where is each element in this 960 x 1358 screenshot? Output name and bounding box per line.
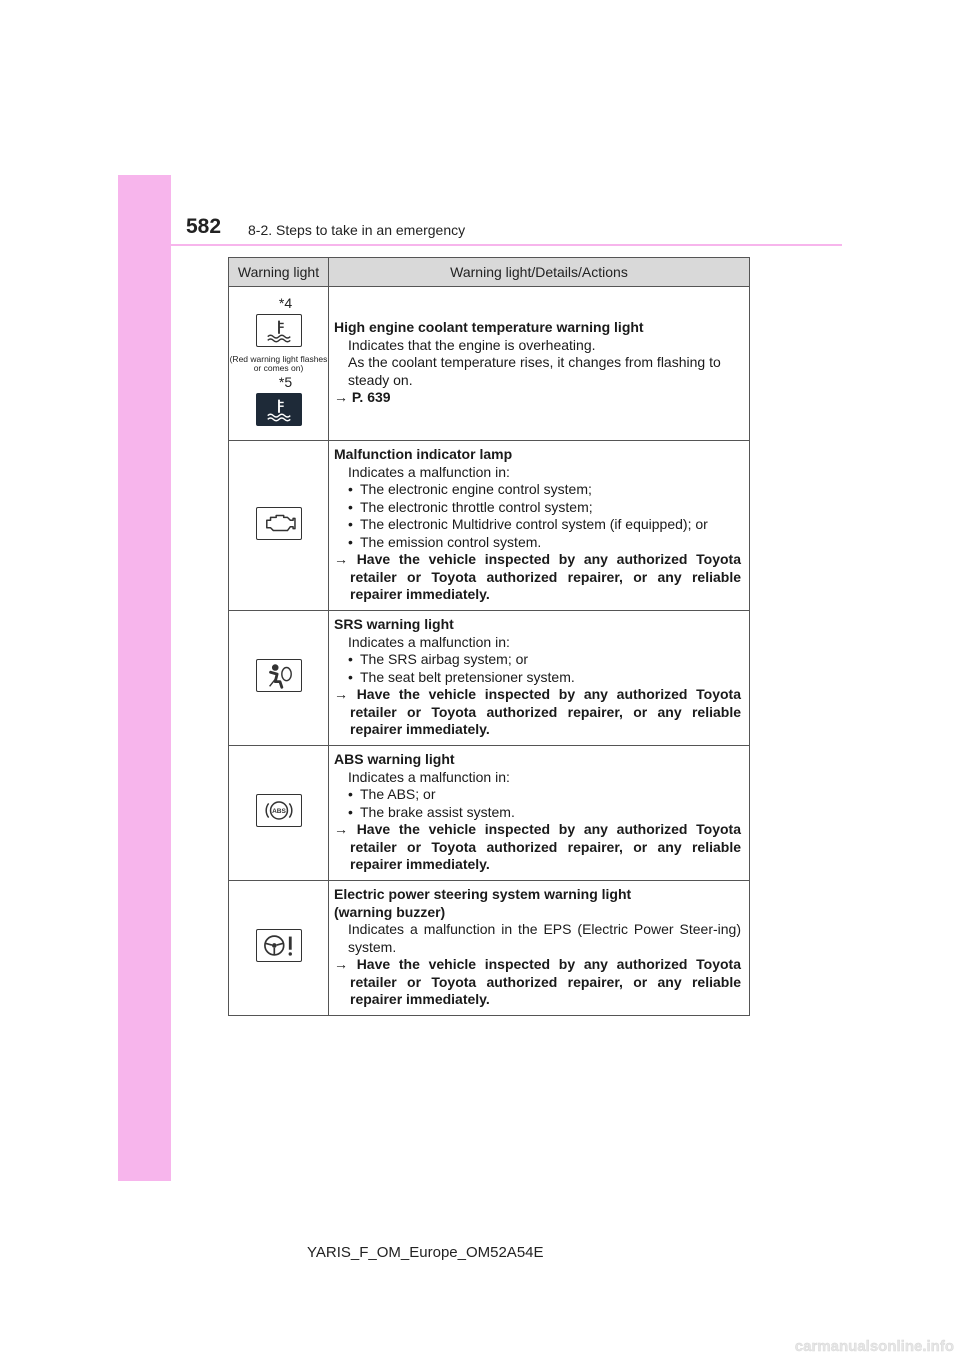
check-engine-icon (256, 507, 302, 540)
coolant-temperature-icon (256, 314, 302, 347)
bullet-item: • The brake assist system. (334, 804, 741, 822)
note-marker: *4 (278, 295, 293, 311)
bullet-item: • The SRS airbag system; or (334, 651, 741, 669)
column-header-warning-light: Warning light (229, 258, 329, 287)
bullet-item: • The electronic throttle control system; (334, 499, 741, 517)
warning-title: Malfunction indicator lamp (334, 446, 513, 463)
side-color-bar (118, 175, 171, 1181)
description-line: Indicates that the engine is overheating. (348, 336, 596, 353)
table-row (229, 287, 750, 441)
warning-title-continued: (warning buzzer) (334, 903, 446, 920)
steering-warning-icon (256, 929, 302, 962)
icon-cell (229, 746, 329, 881)
document-id: YARIS_F_OM_Europe_OM52A54E (307, 1244, 544, 1261)
watermark-logo (746, 1337, 956, 1355)
action-text: → Have the vehicle inspected by any authorized Toyota retailer or Toyota authorized repairer, or any reliable repairer immediately. (334, 686, 741, 738)
icon-cell (229, 881, 329, 1016)
coolant-temperature-icon (256, 393, 302, 426)
description-cell (329, 287, 750, 441)
warning-title: ABS warning light (334, 751, 455, 768)
bullet-item: • The electronic engine control system; (334, 481, 741, 499)
note-marker: *5 (278, 374, 293, 390)
icon-caption: (Red warning light flashes or comes on) (229, 354, 328, 373)
description-cell (329, 746, 750, 881)
table-row (229, 881, 750, 1016)
bullet-item: • The electronic Multidrive control system (if equipped); or (334, 516, 741, 534)
icon-cell (229, 287, 329, 441)
table-row (229, 746, 750, 881)
page-reference: → P. 639 (334, 389, 391, 406)
description-line: Indicates a malfunction in: (348, 633, 510, 650)
warning-title: High engine coolant temperature warning light (334, 319, 644, 336)
table-row (229, 611, 750, 746)
header-rule (118, 244, 842, 246)
abs-icon (256, 794, 302, 827)
action-text: → Have the vehicle inspected by any authorized Toyota retailer or Toyota authorized repairer, or any reliable repairer immediately. (334, 551, 741, 603)
description-line: Indicates a malfunction in: (348, 768, 510, 785)
page-number: 582 (186, 215, 222, 238)
action-text: → Have the vehicle inspected by any authorized Toyota retailer or Toyota authorized repairer, or any reliable repairer immediately. (334, 956, 741, 1008)
bullet-item: • The emission control system. (334, 534, 741, 552)
action-text: → Have the vehicle inspected by any authorized Toyota retailer or Toyota authorized repairer, or any reliable repairer immediately. (334, 821, 741, 873)
section-title: 8-2. Steps to take in an emergency (248, 222, 466, 238)
description-cell (329, 881, 750, 1016)
warning-title: Electric power steering system warning light (334, 886, 632, 903)
warning-light-table (228, 257, 750, 1016)
table-row (229, 441, 750, 611)
watermark-text: carmanualsonline.info (794, 1338, 954, 1355)
description-cell (329, 611, 750, 746)
description-line: As the coolant temperature rises, it changes from flashing to steady on. (348, 354, 721, 388)
description-line: Indicates a malfunction in: (348, 463, 510, 480)
description-cell (329, 441, 750, 611)
icon-cell (229, 441, 329, 611)
warning-title: SRS warning light (334, 616, 454, 633)
description-line: Indicates a malfunction in the EPS (Electric Power Steer-ing) system. (348, 921, 741, 955)
column-header-details: Warning light/Details/Actions (329, 258, 750, 287)
table-header-row (229, 258, 750, 287)
bullet-item: • The ABS; or (334, 786, 741, 804)
icon-cell (229, 611, 329, 746)
bullet-item: • The seat belt pretensioner system. (334, 669, 741, 687)
abs-icon-text: ABS (271, 807, 286, 815)
airbag-icon (256, 659, 302, 692)
